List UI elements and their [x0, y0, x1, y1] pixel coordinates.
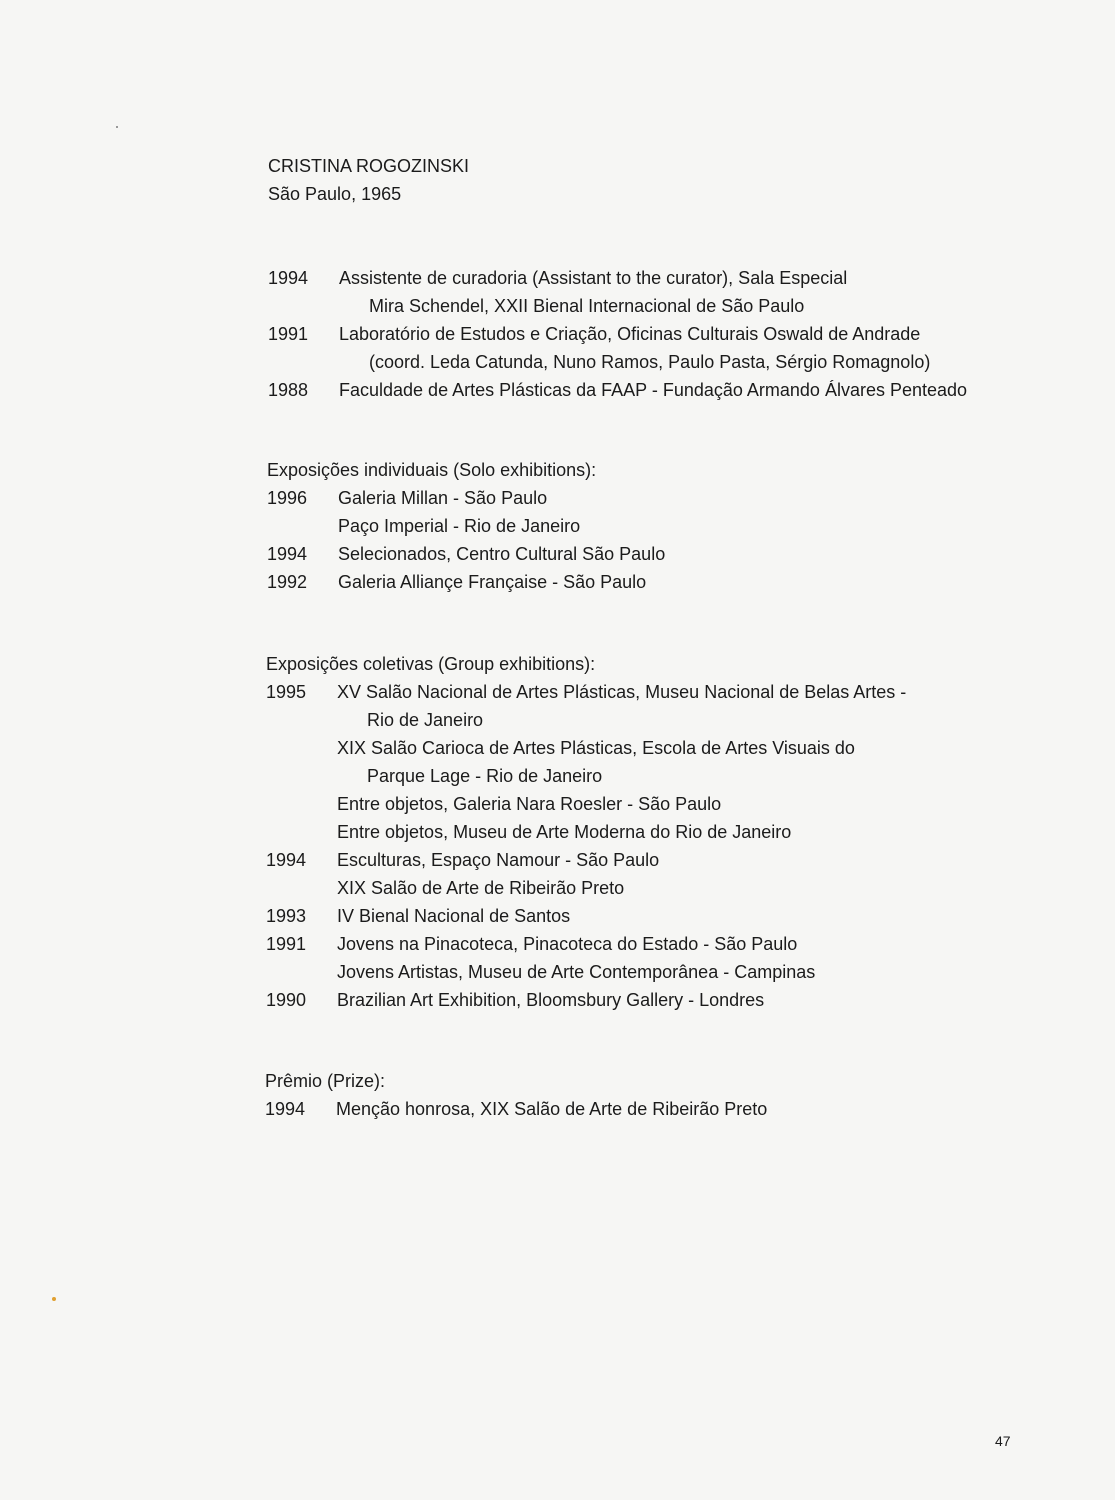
- entry-text: Assistente de curadoria (Assistant to the curator), Sala Especial: [339, 268, 848, 288]
- cv-entry-line: [266, 930, 798, 958]
- cv-entry: [266, 790, 722, 818]
- cv-entry: [266, 678, 907, 734]
- entry-year: 1996: [267, 488, 308, 508]
- cv-entry-line: [266, 846, 660, 874]
- entry-text: Galeria Alliançe Française - São Paulo: [338, 572, 647, 592]
- entry-text: XIX Salão Carioca de Artes Plásticas, Escola de Artes Visuais do: [337, 738, 855, 758]
- cv-entry: [266, 818, 792, 846]
- artist-header: [268, 152, 469, 208]
- cv-entry: [267, 512, 596, 540]
- group-exhibitions-title: Exposições coletivas (Group exhibitions):: [266, 654, 596, 674]
- cv-entry: [266, 734, 855, 790]
- entry-year: 1991: [268, 324, 309, 344]
- entry-year: 1992: [267, 572, 308, 592]
- entry-text: Menção honrosa, XIX Salão de Arte de Ribeirão Preto: [336, 1099, 768, 1119]
- cv-entry-line: [266, 762, 603, 790]
- cv-entry: [266, 846, 660, 874]
- cv-entry-line: [266, 734, 855, 762]
- cv-entry-line: [266, 790, 722, 818]
- cv-entry: [266, 930, 798, 958]
- group-exhibitions-section: [266, 650, 907, 1014]
- entry-text: Jovens na Pinacoteca, Pinacoteca do Estado - São Paulo: [337, 934, 798, 954]
- artist-name: CRISTINA ROGOZINSKI: [268, 156, 470, 176]
- entry-year: 1988: [268, 380, 309, 400]
- entry-year: 1995: [266, 682, 307, 702]
- prize-title: Prêmio (Prize):: [265, 1071, 386, 1091]
- entry-text: Selecionados, Centro Cultural São Paulo: [338, 544, 666, 564]
- entry-year: 1990: [266, 990, 307, 1010]
- entry-year: 1994: [268, 268, 309, 288]
- entry-text: XIX Salão de Arte de Ribeirão Preto: [337, 878, 625, 898]
- page-number: 47: [995, 1433, 1011, 1449]
- entry-text: Esculturas, Espaço Namour - São Paulo: [337, 850, 660, 870]
- cv-entry-line: [267, 512, 596, 540]
- cv-entry: [266, 874, 625, 902]
- entry-year: 1993: [266, 906, 307, 926]
- cv-entry-line: [266, 958, 816, 986]
- cv-entry: [266, 986, 765, 1014]
- entry-year: 1994: [267, 544, 308, 564]
- cv-entry: [266, 902, 595, 930]
- cv-entry: [267, 484, 596, 512]
- cv-entry-line: [266, 678, 907, 706]
- cv-entry-line: [266, 706, 595, 734]
- cv-entry: [265, 1095, 768, 1123]
- cv-entry-line: [266, 818, 792, 846]
- entry-text: XV Salão Nacional de Artes Plásticas, Museu Nacional de Belas Artes -: [337, 682, 907, 702]
- cv-entry-line: [267, 568, 647, 596]
- entry-year: 1994: [265, 1099, 306, 1119]
- cv-entry: [267, 568, 647, 596]
- prize-section: [265, 1067, 768, 1123]
- cv-entry-line: [266, 874, 625, 902]
- entry-text: Faculdade de Artes Plásticas da FAAP - Fundação Armando Álvares Penteado: [339, 380, 968, 400]
- artist-origin: São Paulo, 1965: [268, 184, 402, 204]
- entry-text: Jovens Artistas, Museu de Arte Contemporânea - Campinas: [337, 962, 816, 982]
- cv-entry-line: [267, 540, 666, 568]
- cv-entry-line: [265, 1095, 768, 1123]
- cv-entry: [267, 540, 666, 568]
- entry-text: Mira Schendel, XXII Bienal Internacional de São Paulo: [369, 296, 805, 316]
- scan-mark: [116, 126, 118, 128]
- cv-entry: [266, 958, 816, 986]
- entry-text: Laboratório de Estudos e Criação, Oficinas Culturais Oswald de Andrade: [339, 324, 921, 344]
- scan-speck: [52, 1297, 56, 1301]
- entry-text: Galeria Millan - São Paulo: [338, 488, 548, 508]
- cv-entry-line: [266, 986, 765, 1014]
- cv-entry-line: [267, 484, 596, 512]
- solo-exhibitions-title: Exposições individuais (Solo exhibitions):: [267, 460, 597, 480]
- entry-text: Parque Lage - Rio de Janeiro: [367, 766, 603, 786]
- cv-entry-line: [266, 902, 595, 930]
- entry-text: (coord. Leda Catunda, Nuno Ramos, Paulo Pasta, Sérgio Romagnolo): [369, 352, 931, 372]
- entry-text: Paço Imperial - Rio de Janeiro: [338, 516, 581, 536]
- entry-text: Entre objetos, Galeria Nara Roesler - São Paulo: [337, 794, 722, 814]
- entry-text: IV Bienal Nacional de Santos: [337, 906, 571, 926]
- entry-year: 1991: [266, 934, 307, 954]
- entry-year: 1994: [266, 850, 307, 870]
- entry-text: Brazilian Art Exhibition, Bloomsbury Gallery - Londres: [337, 990, 765, 1010]
- solo-exhibitions-section: [267, 456, 666, 596]
- entry-text: Rio de Janeiro: [367, 710, 484, 730]
- entry-text: Entre objetos, Museu de Arte Moderna do Rio de Janeiro: [337, 822, 792, 842]
